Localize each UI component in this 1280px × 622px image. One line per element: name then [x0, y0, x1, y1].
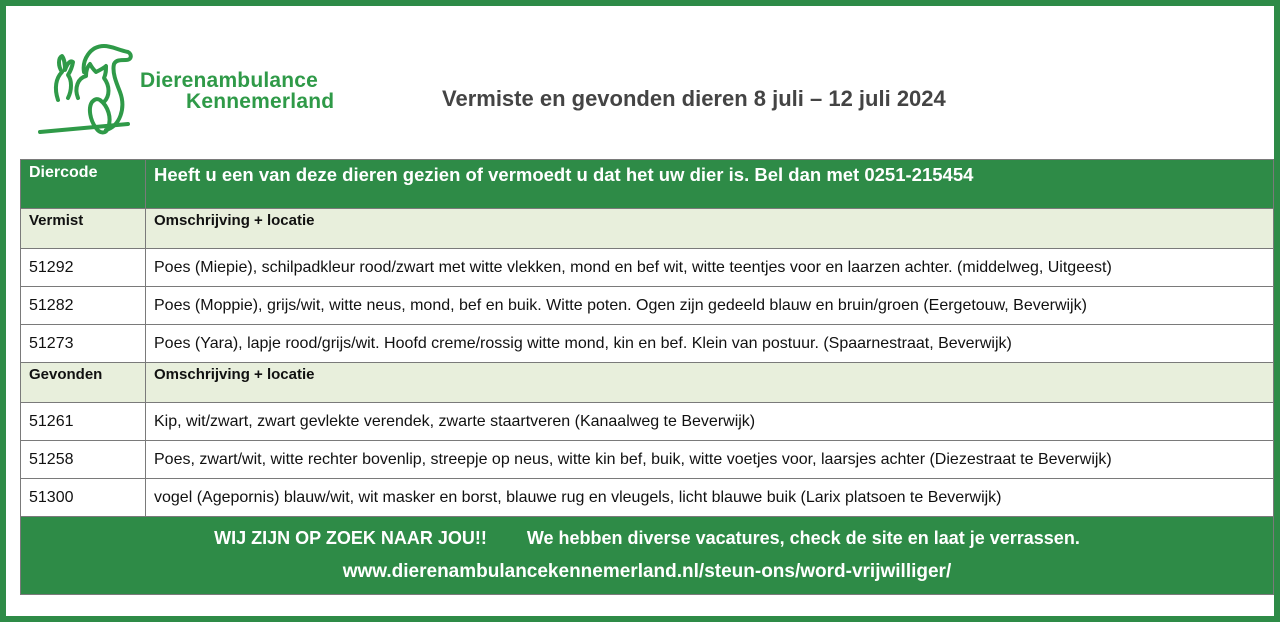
table-row: [21, 249, 1274, 287]
page-title: Vermiste en gevonden dieren 8 juli – 12 juli 2024: [442, 86, 946, 111]
section-missing-label: Vermist: [21, 209, 146, 249]
animal-description: Poes (Miepie), schilpadkleur rood/zwart met witte vlekken, mond en bef wit, witte teentjes voor en laarzen achter. (middelweg, Uitgeest): [146, 249, 1274, 287]
table-row: [21, 325, 1274, 363]
header-message: Heeft u een van deze dieren gezien of vermoedt u dat het uw dier is. Bel dan met 0251-215454: [146, 160, 1274, 209]
animal-logo-icon: [34, 38, 144, 150]
animal-description: Kip, wit/zwart, zwart gevlekte verendek, zwarte staartveren (Kanaalweg te Beverwijk): [146, 403, 1274, 441]
animal-code: 51273: [21, 325, 146, 363]
animal-description: Poes (Yara), lapje rood/grijs/wit. Hoofd creme/rossig witte mond, kin en bef. Klein van postuur. (Spaarnestraat, Beverwijk): [146, 325, 1274, 363]
section-found-label: Gevonden: [21, 363, 146, 403]
animal-description: Poes (Moppie), grijs/wit, witte neus, mond, bef en buik. Witte poten. Ogen zijn gedeeld blauw en bruin/groen (Eergetouw, Beverwijk): [146, 287, 1274, 325]
footer-banner: [21, 517, 1274, 595]
animals-table: [20, 159, 1274, 595]
volunteer-link[interactable]: www.dierenambulancekennemerland.nl/steun-ons/word-vrijwilliger/: [342, 561, 952, 582]
table-row: [21, 287, 1274, 325]
footer-slogan: WIJ ZIJN OP ZOEK NAAR JOU!!: [214, 528, 487, 548]
section-missing: [21, 209, 1274, 249]
animal-code: 51300: [21, 479, 146, 517]
animal-code: 51292: [21, 249, 146, 287]
table-row: [21, 441, 1274, 479]
table-row: [21, 403, 1274, 441]
table-row: [21, 479, 1274, 517]
animal-code: 51258: [21, 441, 146, 479]
animal-description: vogel (Agepornis) blauw/wit, wit masker en borst, blauwe rug en vleugels, licht blauwe buik (Larix platsoen te Beverwijk): [146, 479, 1274, 517]
brand-wordmark: [140, 70, 334, 112]
animal-code: 51282: [21, 287, 146, 325]
table-header-row: [21, 160, 1274, 209]
section-found-desc-label: Omschrijving + locatie: [146, 363, 1274, 403]
header-code-label: Diercode: [21, 160, 146, 209]
brand-line-1: Dierenambulance: [140, 69, 319, 92]
footer-cell: [21, 517, 1274, 595]
animal-description: Poes, zwart/wit, witte rechter bovenlip, streepje op neus, witte kin bef, buik, witte voetjes voor, laarsjes achter (Diezestraat te Beverwijk): [146, 441, 1274, 479]
section-found: [21, 363, 1274, 403]
section-missing-desc-label: Omschrijving + locatie: [146, 209, 1274, 249]
footer-vacancies: We hebben diverse vacatures, check de site en laat je verrassen.: [526, 528, 1080, 548]
brand-line-2: Kennemerland: [186, 90, 335, 113]
animal-code: 51261: [21, 403, 146, 441]
